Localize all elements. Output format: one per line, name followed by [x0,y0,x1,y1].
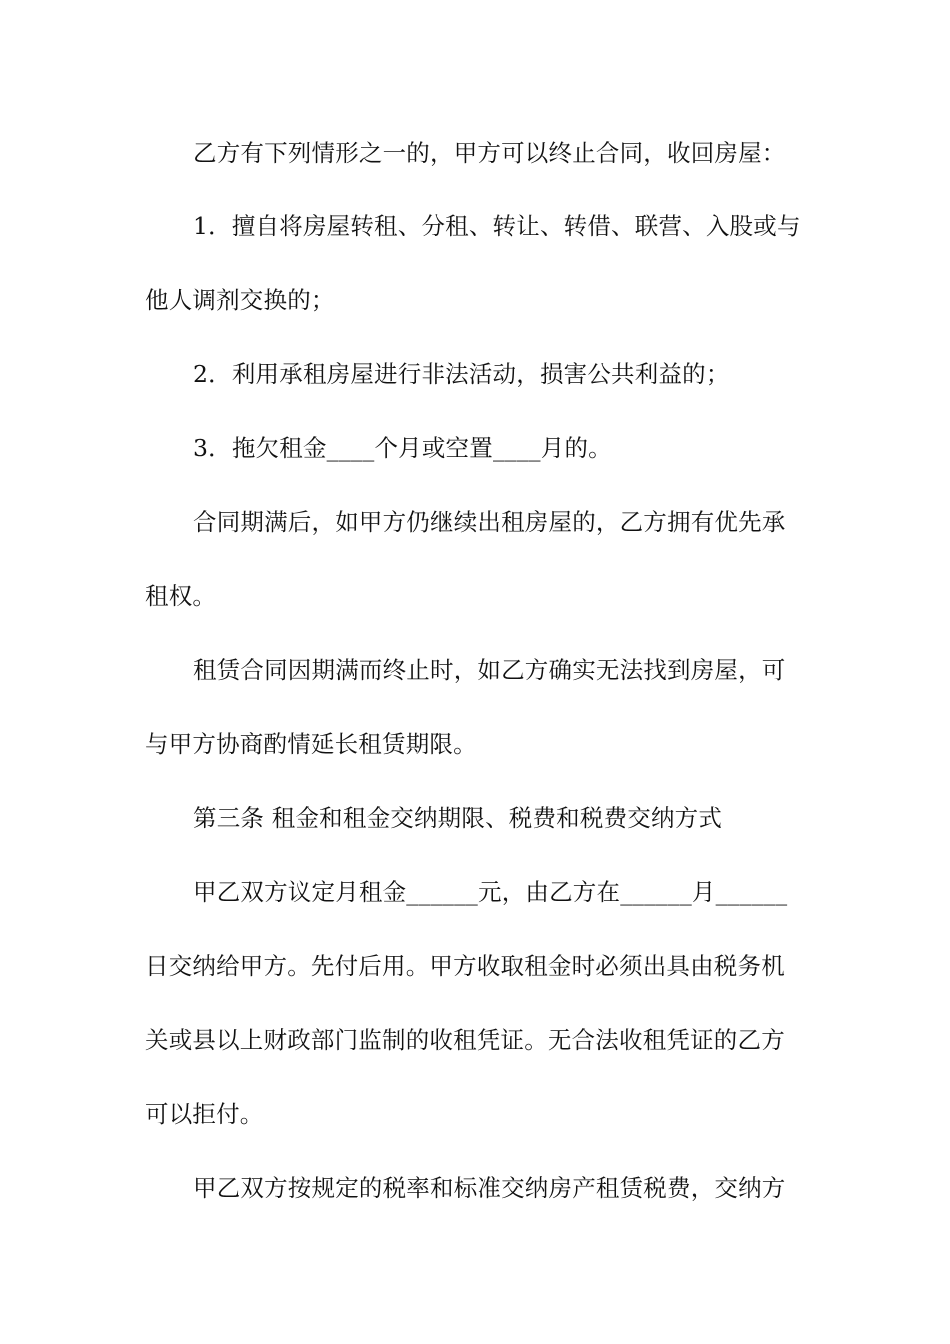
paragraph-rent-line-4: 可以拒付。 [145,1100,264,1128]
paragraph-extension-line-2: 与甲方协商酌情延长租赁期限。 [145,730,477,758]
paragraph-rent-line-3: 关或县以上财政部门监制的收租凭证。无合法收租凭证的乙方 [145,1026,785,1054]
paragraph-termination-intro: 乙方有下列情形之一的，甲方可以终止合同，收回房屋： [193,139,786,167]
paragraph-renewal-priority-line-1: 合同期满后，如甲方仍继续出租房屋的，乙方拥有优先承 [193,508,786,536]
clause-item-2: 2．利用承租房屋进行非法活动，损害公共利益的； [193,360,730,388]
clause-item-3: 3．拖欠租金____个月或空置____月的。 [193,434,612,462]
paragraph-renewal-priority-line-2: 租权。 [145,582,217,610]
clause-item-1-line-1: 1．擅自将房屋转租、分租、转让、转借、联营、入股或与 [193,212,801,240]
article-three-heading: 第三条 租金和租金交纳期限、税费和税费交纳方式 [193,804,723,832]
paragraph-rent-line-2: 日交纳给甲方。先付后用。甲方收取租金时必须出具由税务机 [145,952,785,980]
paragraph-tax-line-1: 甲乙双方按规定的税率和标准交纳房产租赁税费，交纳方 [193,1174,786,1202]
paragraph-extension-line-1: 租赁合同因期满而终止时，如乙方确实无法找到房屋，可 [193,656,786,684]
paragraph-rent-line-1: 甲乙双方议定月租金______元，由乙方在______月______ [193,878,788,906]
clause-item-1-line-2: 他人调剂交换的； [145,286,335,314]
